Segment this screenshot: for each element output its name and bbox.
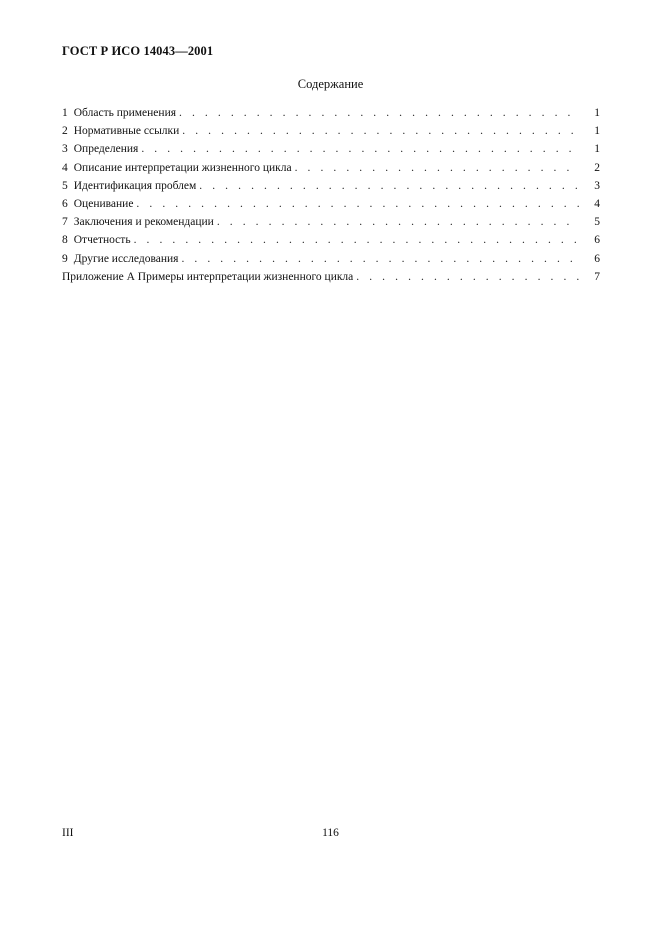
toc-entry-2[interactable] [62,122,600,140]
toc-entry-page: 3 [594,179,600,192]
toc-leader-dots [141,140,580,158]
toc-entry-label: Приложение А Примеры интерпретации жизненного цикла [62,270,354,283]
sheet-number: 116 [322,827,339,839]
roman-page-number: III [62,827,74,839]
toc-entry-number: 7 [62,216,68,229]
toc-entry-number: 1 [62,107,68,119]
toc-leader-dots [179,104,580,122]
toc-leader-dots [217,213,580,231]
toc-title: Содержание [297,77,364,91]
toc-entry-label: Другие исследования [73,252,179,265]
toc-entry-page: 6 [594,252,600,265]
toc-entry-number: 2 [62,125,68,138]
toc-entry-8[interactable] [62,231,600,249]
toc-entry-label: Нормативные ссылки [73,125,180,138]
toc-entry-3[interactable] [62,140,600,158]
toc-entry-label: Отчетность [73,234,131,247]
toc-entry-page: 1 [594,125,600,138]
toc-entry-label: Заключения и рекомендации [73,216,214,229]
toc-leader-dots [182,122,580,140]
toc-entry-number: 8 [62,234,68,247]
toc-entry-appendix-a[interactable] [62,268,600,286]
toc-entry-5[interactable] [62,177,600,195]
toc-entry-number: 4 [62,161,68,174]
toc-entry-number: 3 [62,143,68,156]
toc-entry-page: 1 [594,143,600,156]
toc-leader-dots [356,268,580,286]
table-of-contents [62,104,600,286]
toc-entry-label: Описание интерпретации жизненного цикла [73,161,292,174]
toc-entry-number: 5 [62,179,68,192]
toc-entry-page: 2 [594,161,600,174]
toc-entry-6[interactable] [62,195,600,213]
toc-entry-page: 5 [594,216,600,229]
toc-entry-page: 1 [594,107,600,119]
toc-entry-number: 6 [62,197,68,210]
toc-entry-page: 4 [594,197,600,210]
toc-entry-9[interactable] [62,250,600,268]
toc-entry-label: Область применения [73,107,177,119]
toc-entry-label: Определения [73,143,139,156]
toc-entry-page: 7 [594,270,600,283]
toc-entry-number: 9 [62,252,68,265]
toc-entry-7[interactable] [62,213,600,231]
toc-entry-label: Оценивание [73,197,134,210]
toc-leader-dots [134,231,580,249]
document-header: ГОСТ Р ИСО 14043—2001 [62,44,214,58]
toc-leader-dots [295,159,580,177]
toc-leader-dots [136,195,580,213]
toc-entry-1[interactable] [62,104,600,122]
toc-entry-page: 6 [594,234,600,247]
toc-leader-dots [181,250,580,268]
toc-entry-4[interactable] [62,159,600,177]
toc-leader-dots [199,177,580,195]
toc-entry-label: Идентификация проблем [73,179,197,192]
